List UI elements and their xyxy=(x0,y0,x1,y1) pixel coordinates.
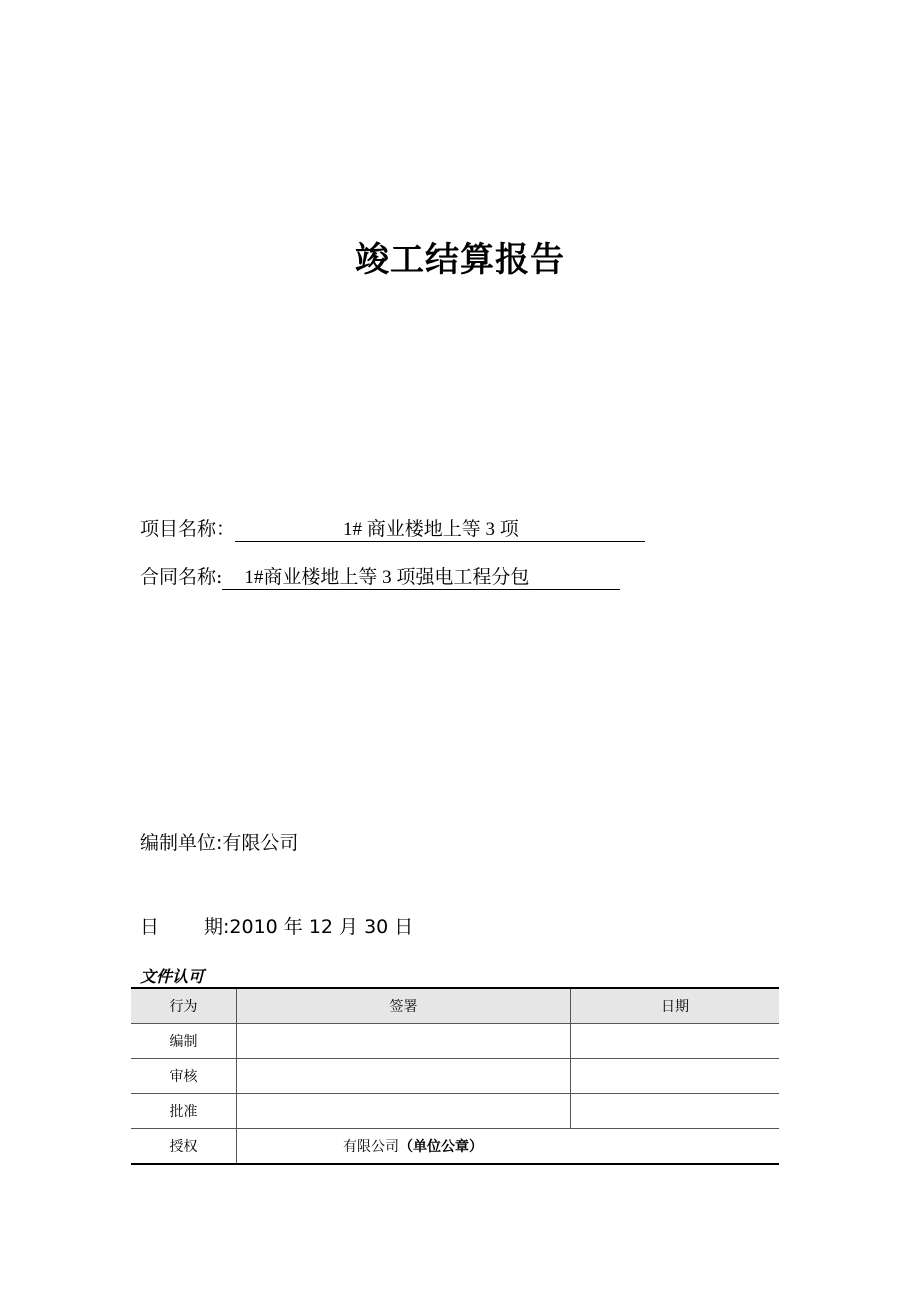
contract-name-field xyxy=(140,562,620,590)
table-row xyxy=(131,1059,779,1094)
report-date xyxy=(140,912,413,939)
project-name-field xyxy=(140,514,645,542)
approval-header-row xyxy=(131,988,779,1024)
row-action: 审核 xyxy=(131,1059,237,1094)
authorize-company: 有限公司 xyxy=(343,1139,399,1155)
header-action: 行为 xyxy=(131,988,237,1024)
compiler-unit-value: 有限公司 xyxy=(222,832,299,854)
row-action: 授权 xyxy=(131,1129,237,1165)
row-date xyxy=(571,1024,780,1059)
date-label-b: 期: xyxy=(204,916,230,938)
approval-caption: 文件认可 xyxy=(140,967,205,986)
header-signature: 签署 xyxy=(237,988,571,1024)
row-signature xyxy=(237,1024,571,1059)
date-label-a: 日 xyxy=(140,916,160,938)
project-name-label: 项目名称： xyxy=(140,518,236,540)
date-value: 2010 年 12 月 30 日 xyxy=(229,916,414,938)
compiler-unit-label: 编制单位: xyxy=(140,832,223,854)
project-name-value: 1# 商业楼地上等 3 项 xyxy=(235,519,645,542)
row-date xyxy=(571,1094,780,1129)
compiler-unit xyxy=(140,828,298,855)
row-signature xyxy=(237,1094,571,1129)
contract-name-value: 1#商业楼地上等 3 项强电工程分包 xyxy=(222,567,620,590)
approval-table xyxy=(131,987,779,1165)
authorize-seal: （单位公章） xyxy=(399,1139,483,1155)
table-row xyxy=(131,1094,779,1129)
authorize-seal-cell xyxy=(237,1129,780,1165)
row-action: 批准 xyxy=(131,1094,237,1129)
header-date: 日期 xyxy=(571,988,780,1024)
contract-name-label: 合同名称: xyxy=(140,566,223,588)
row-action: 编制 xyxy=(131,1024,237,1059)
row-signature xyxy=(237,1059,571,1094)
row-date xyxy=(571,1059,780,1094)
table-row xyxy=(131,1024,779,1059)
table-row-authorize xyxy=(131,1129,779,1165)
page-title: 竣工结算报告 xyxy=(355,240,565,280)
